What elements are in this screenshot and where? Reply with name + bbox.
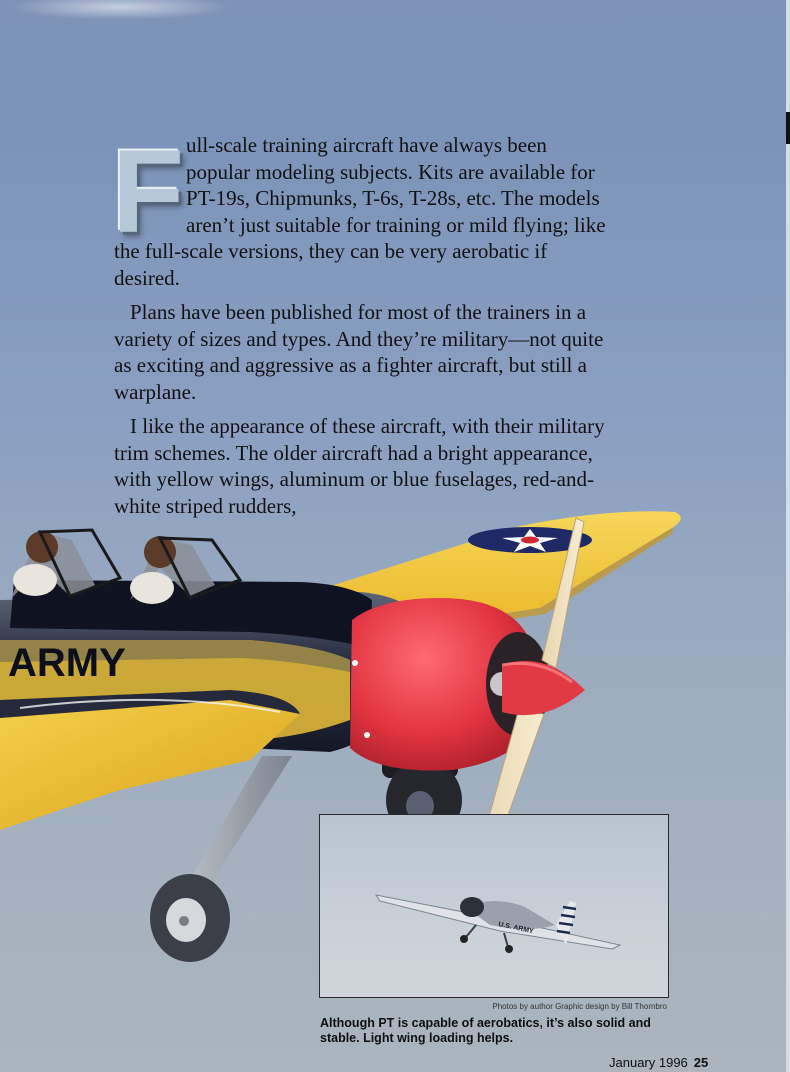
page-number: 25 — [693, 1055, 709, 1070]
page-edge-mark — [786, 112, 790, 144]
left-wheel — [150, 874, 230, 962]
inset-airplane-photo — [320, 815, 668, 997]
paragraph-3: I like the appearance of these aircraft, with their military trim schemes. The older aircraft had a bright appearance, with yellow wings, aluminum or blue fuselages, red-and-white striped rudders, — [114, 414, 605, 518]
paragraph-2: Plans have been published for most of the trainers in a variety of sizes and types. And they’re military—not quite as exciting and aggressive as a fighter aircraft, but still a warplane. — [114, 300, 604, 404]
photo-credit: Photos by author Graphic design by Bill Thornbro — [492, 1002, 667, 1011]
photo-caption: Although PT is capable of aerobatics, it’s also solid and stable. Light wing loading helps. — [320, 1016, 651, 1045]
paragraph-1 — [112, 126, 614, 291]
inset-photo — [319, 814, 669, 998]
page-footer — [609, 1055, 708, 1070]
article-body — [112, 126, 614, 527]
cloud-streak — [10, 0, 230, 20]
inset-army-marking: U.S. ARMY — [497, 921, 535, 936]
drop-cap-letter: F — [112, 126, 185, 258]
drop-cap-spacer — [114, 132, 186, 230]
army-marking: ARMY — [8, 641, 126, 685]
paragraph-1-text: ull-scale training aircraft have always been popular modeling subjects. Kits are available for PT-19s, Chipmunks, T-6s, T-28s, etc. The models aren’t just suitable for training or mild flying; like the full-scale versions, they can be very aerobatic if desired. — [114, 133, 606, 290]
issue-date: January 1996 — [609, 1055, 688, 1070]
